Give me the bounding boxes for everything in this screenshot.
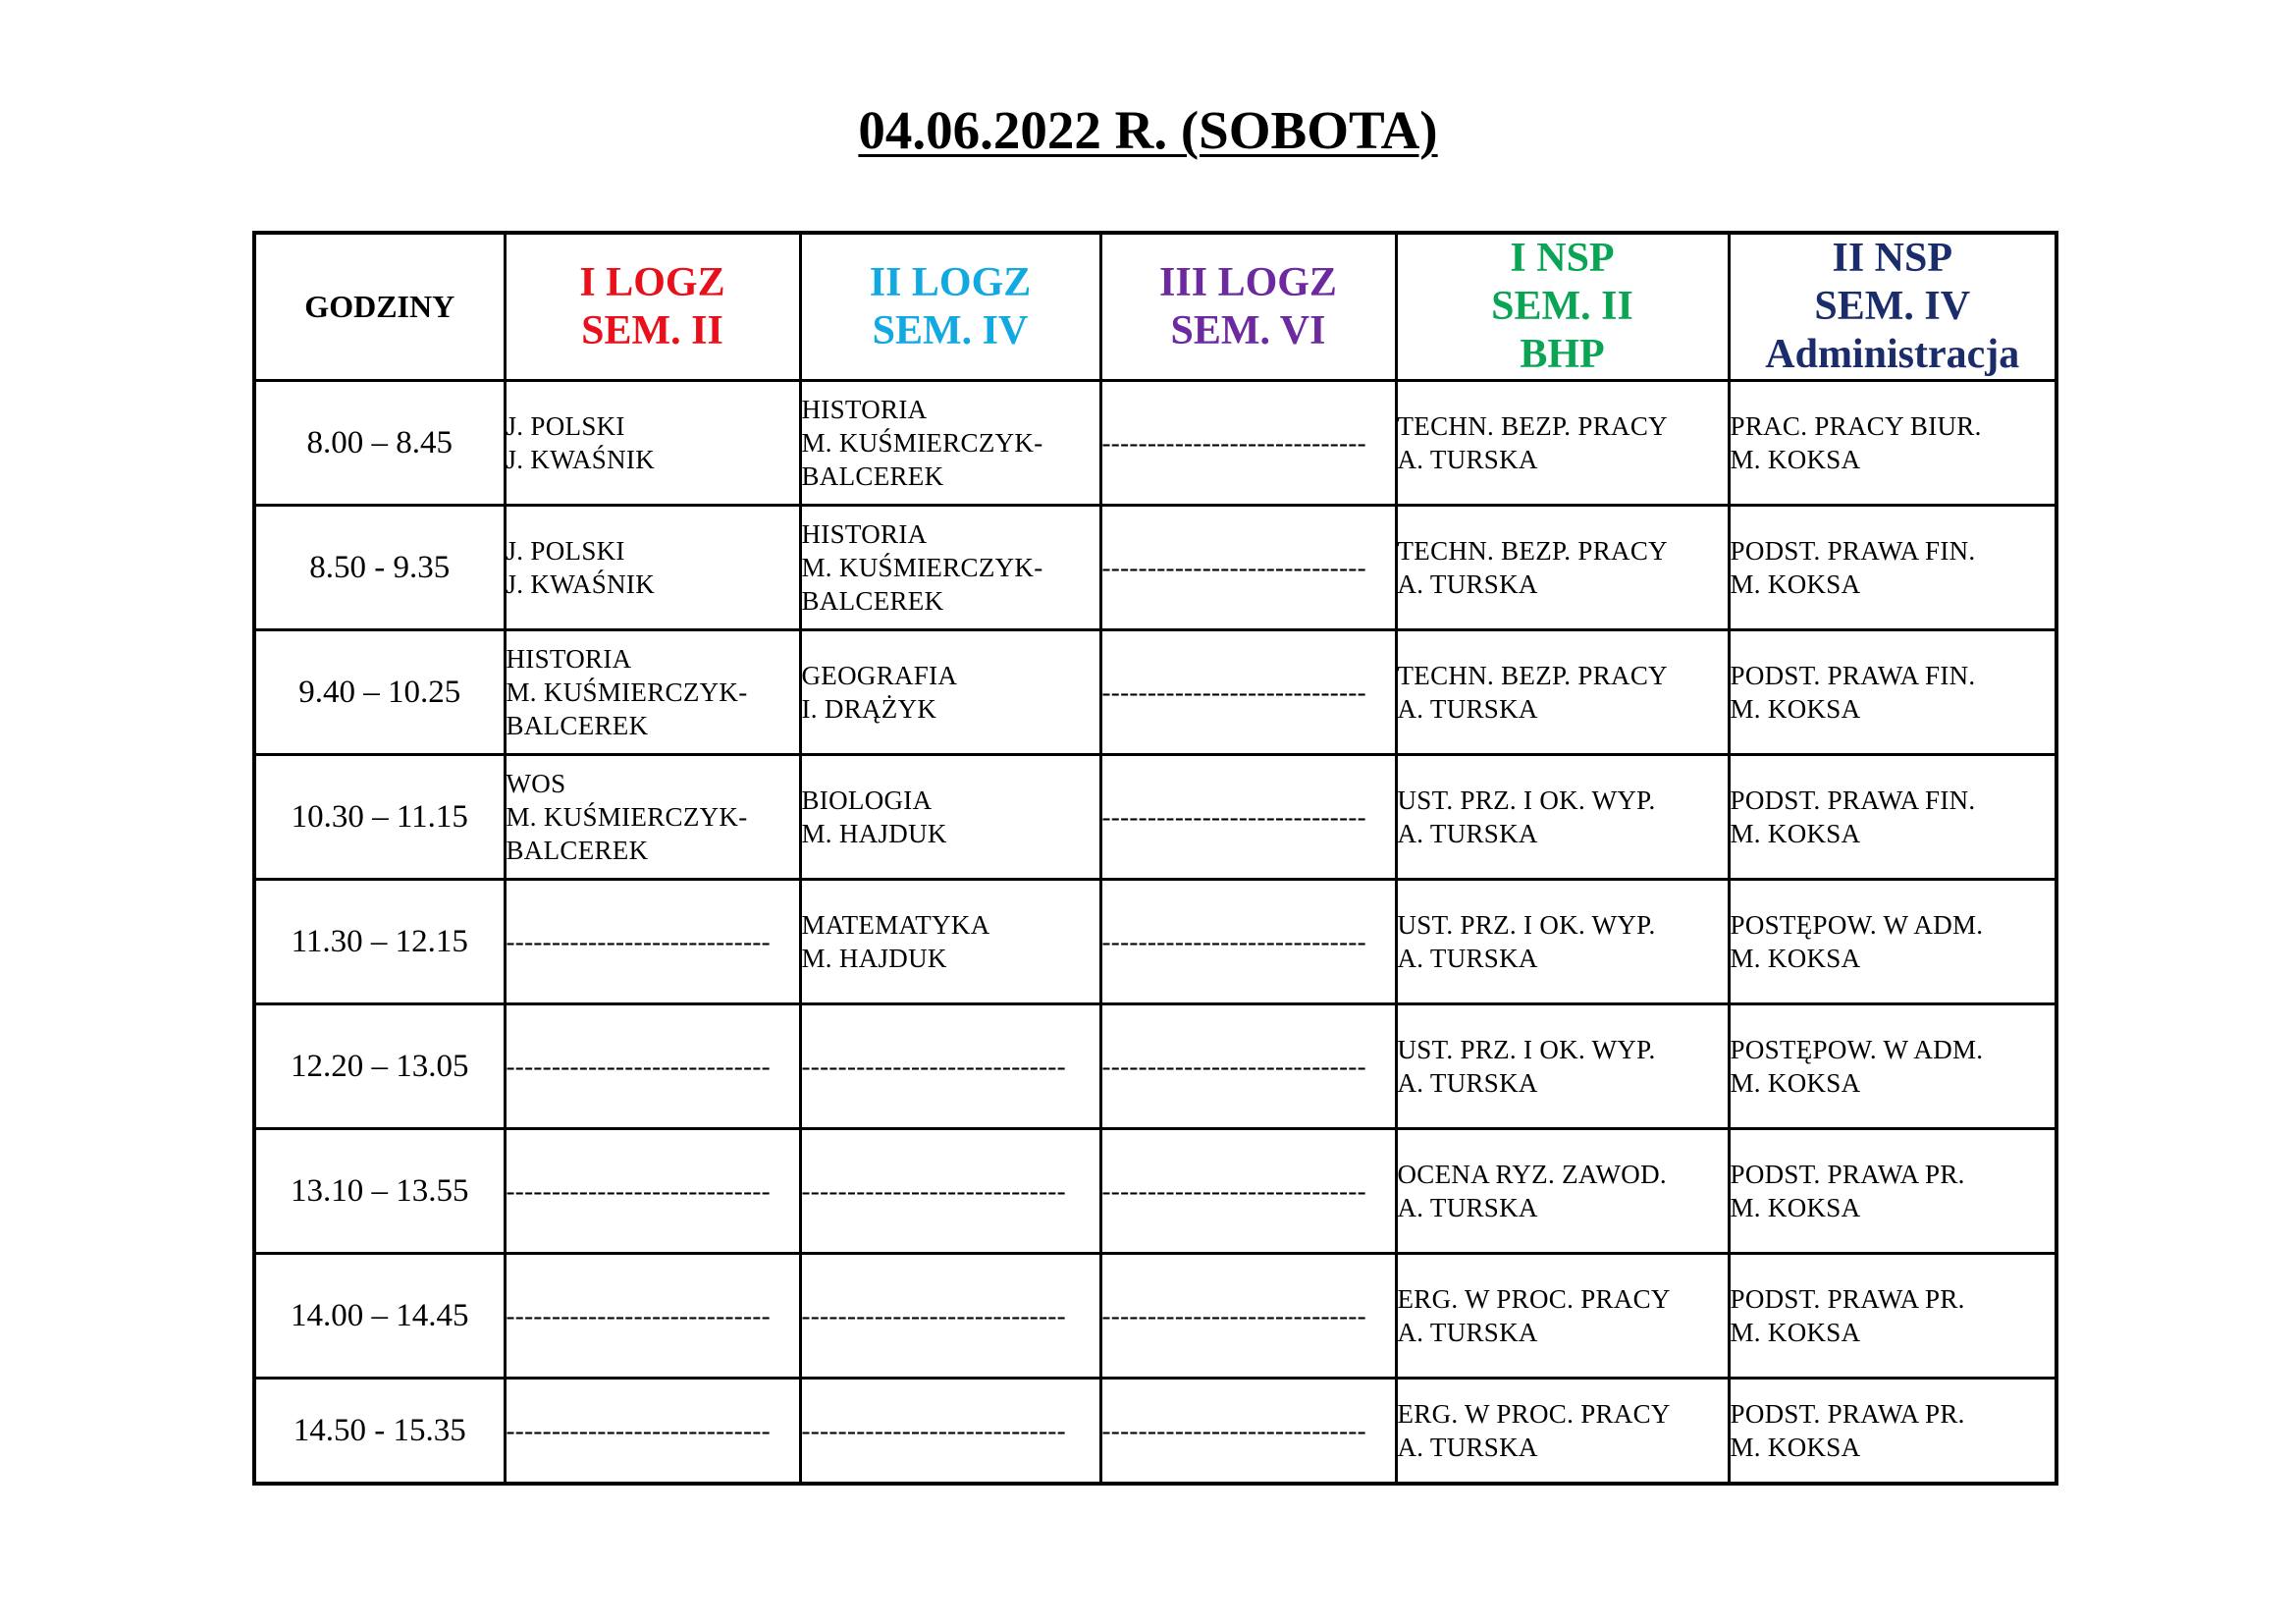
cell-line: ERG. W PROC. PRACY — [1397, 1399, 1671, 1429]
cell-line: HISTORIA — [801, 519, 928, 549]
cell-line: A. TURSKA — [1397, 445, 1538, 474]
schedule-cell — [1396, 1129, 1729, 1254]
group-header-iii-logz — [1100, 233, 1396, 381]
cell-line: MATEMATYKA — [801, 910, 990, 940]
schedule-cell — [505, 1254, 800, 1379]
cell-line: ----------------------------- — [801, 1176, 1066, 1206]
time-slot: 9.40 – 10.25 — [254, 630, 505, 755]
table-row — [254, 630, 2056, 755]
cell-line: PODST. PRAWA FIN. — [1730, 785, 1976, 815]
schedule-cell — [1100, 755, 1396, 880]
cell-line: BALCEREK — [506, 711, 649, 740]
schedule-cell — [800, 755, 1100, 880]
schedule-cell — [505, 1129, 800, 1254]
cell-line: PODST. PRAWA PR. — [1730, 1160, 1965, 1189]
group-header-i-logz — [505, 233, 800, 381]
cell-line: M. KOKSA — [1730, 819, 1861, 848]
cell-line: M. KOKSA — [1730, 1318, 1861, 1347]
cell-line: M. KUŚMIERCZYK- — [801, 428, 1043, 458]
table-row — [254, 506, 2056, 630]
cell-line: ----------------------------- — [1101, 927, 1366, 956]
group-header-line: Administracja — [1765, 332, 2020, 377]
group-header-line: SEM. IV — [872, 307, 1029, 353]
cell-line: A. TURSKA — [1397, 1068, 1538, 1098]
cell-line: M. KUŚMIERCZYK- — [506, 677, 748, 707]
table-row — [254, 755, 2056, 880]
schedule-body — [254, 381, 2056, 1485]
cell-line: M. KOKSA — [1730, 694, 1861, 724]
schedule-cell — [1396, 381, 1729, 506]
schedule-cell — [1100, 1254, 1396, 1379]
cell-line: ----------------------------- — [1101, 1301, 1366, 1330]
time-slot: 10.30 – 11.15 — [254, 755, 505, 880]
group-header-line: SEM. II — [581, 307, 723, 353]
group-header-ii-nsp — [1729, 233, 2056, 381]
group-header-ii-logz — [800, 233, 1100, 381]
group-header-line: SEM. IV — [1814, 284, 1971, 329]
time-slot: 11.30 – 12.15 — [254, 880, 505, 1004]
schedule-cell — [505, 755, 800, 880]
cell-line: ERG. W PROC. PRACY — [1397, 1284, 1671, 1314]
schedule-cell — [1100, 630, 1396, 755]
schedule-table — [252, 231, 2058, 1486]
cell-line: M. KOKSA — [1730, 445, 1861, 474]
cell-line: OCENA RYZ. ZAWOD. — [1397, 1160, 1667, 1189]
cell-line: A. TURSKA — [1397, 569, 1538, 599]
cell-line: M. KOKSA — [1730, 1433, 1861, 1462]
group-header-line: III LOGZ — [1159, 259, 1337, 305]
schedule-cell — [1396, 1379, 1729, 1485]
cell-line: ----------------------------- — [801, 1416, 1066, 1445]
schedule-cell — [505, 381, 800, 506]
table-row — [254, 1129, 2056, 1254]
schedule-cell — [800, 1004, 1100, 1129]
schedule-cell — [800, 1379, 1100, 1485]
cell-line: HISTORIA — [506, 644, 632, 674]
schedule-cell — [505, 880, 800, 1004]
cell-line: A. TURSKA — [1397, 944, 1538, 973]
schedule-cell — [1396, 506, 1729, 630]
group-header-line: II LOGZ — [869, 259, 1032, 305]
cell-line: A. TURSKA — [1397, 1193, 1538, 1222]
cell-line: ----------------------------- — [1101, 802, 1366, 832]
cell-line: A. TURSKA — [1397, 694, 1538, 724]
group-header-line: I NSP — [1510, 236, 1615, 281]
group-header-line: II NSP — [1832, 236, 1953, 281]
schedule-cell — [1100, 1004, 1396, 1129]
cell-line: PODST. PRAWA FIN. — [1730, 536, 1976, 566]
schedule-cell — [1396, 755, 1729, 880]
cell-line: ----------------------------- — [1101, 1176, 1366, 1206]
page-title: 04.06.2022 R. (SOBOTA) — [858, 100, 1438, 160]
cell-line: BALCEREK — [801, 586, 944, 616]
table-row — [254, 880, 2056, 1004]
schedule-cell — [1100, 1379, 1396, 1485]
cell-line: J. POLSKI — [506, 411, 625, 441]
cell-line: ----------------------------- — [506, 1301, 771, 1330]
cell-line: J. KWAŚNIK — [506, 569, 655, 599]
time-slot: 8.00 – 8.45 — [254, 381, 505, 506]
cell-line: J. POLSKI — [506, 536, 625, 566]
schedule-cell — [1729, 506, 2056, 630]
header-row — [254, 233, 2056, 381]
cell-line: A. TURSKA — [1397, 1433, 1538, 1462]
cell-line: UST. PRZ. I OK. WYP. — [1397, 1035, 1656, 1064]
cell-line: ----------------------------- — [1101, 677, 1366, 707]
cell-line: GEOGRAFIA — [801, 661, 958, 690]
cell-line: PRAC. PRACY BIUR. — [1730, 411, 1982, 441]
cell-line: PODST. PRAWA PR. — [1730, 1284, 1965, 1314]
cell-line: POSTĘPOW. W ADM. — [1730, 1035, 1984, 1064]
schedule-cell — [800, 880, 1100, 1004]
table-row — [254, 381, 2056, 506]
schedule-cell — [1396, 1004, 1729, 1129]
cell-line: M. KOKSA — [1730, 569, 1861, 599]
schedule-cell — [1729, 630, 2056, 755]
cell-line: ----------------------------- — [506, 927, 771, 956]
schedule-cell — [1396, 1254, 1729, 1379]
cell-line: PODST. PRAWA PR. — [1730, 1399, 1965, 1429]
schedule-cell — [1729, 880, 2056, 1004]
schedule-cell — [505, 630, 800, 755]
cell-line: M. KUŚMIERCZYK- — [506, 802, 748, 832]
schedule-cell — [1100, 381, 1396, 506]
schedule-cell — [1729, 1129, 2056, 1254]
group-header-line: I LOGZ — [579, 259, 725, 305]
schedule-cell — [800, 630, 1100, 755]
cell-line: BALCEREK — [801, 461, 944, 491]
cell-line: ----------------------------- — [801, 1301, 1066, 1330]
cell-line: M. HAJDUK — [801, 944, 947, 973]
schedule-cell — [800, 381, 1100, 506]
cell-line: UST. PRZ. I OK. WYP. — [1397, 910, 1656, 940]
schedule-cell — [1729, 1004, 2056, 1129]
schedule-cell — [505, 1379, 800, 1485]
schedule-cell — [1396, 880, 1729, 1004]
cell-line: HISTORIA — [801, 395, 928, 424]
schedule-cell — [1100, 880, 1396, 1004]
cell-line: TECHN. BEZP. PRACY — [1397, 661, 1668, 690]
group-header-line: SEM. II — [1491, 284, 1633, 329]
cell-line: A. TURSKA — [1397, 819, 1538, 848]
time-slot: 13.10 – 13.55 — [254, 1129, 505, 1254]
cell-line: ----------------------------- — [1101, 1416, 1366, 1445]
schedule-cell — [1729, 1379, 2056, 1485]
cell-line: PODST. PRAWA FIN. — [1730, 661, 1976, 690]
hours-column-header: GODZINY — [254, 233, 505, 381]
cell-line: I. DRĄŻYK — [801, 694, 937, 724]
time-slot: 12.20 – 13.05 — [254, 1004, 505, 1129]
cell-line: J. KWAŚNIK — [506, 445, 655, 474]
cell-line: M. KUŚMIERCZYK- — [801, 553, 1043, 582]
schedule-cell — [1729, 1254, 2056, 1379]
schedule-cell — [800, 1254, 1100, 1379]
group-header-line: BHP — [1520, 332, 1605, 377]
table-row — [254, 1254, 2056, 1379]
schedule-cell — [505, 506, 800, 630]
cell-line: A. TURSKA — [1397, 1318, 1538, 1347]
schedule-cell — [800, 1129, 1100, 1254]
schedule-cell — [1100, 506, 1396, 630]
group-header-line: SEM. VI — [1170, 307, 1326, 353]
cell-line: ----------------------------- — [1101, 553, 1366, 582]
schedule-cell — [1729, 755, 2056, 880]
cell-line: M. KOKSA — [1730, 944, 1861, 973]
schedule-cell — [800, 506, 1100, 630]
cell-line: M. HAJDUK — [801, 819, 947, 848]
cell-line: WOS — [506, 769, 566, 798]
cell-line: TECHN. BEZP. PRACY — [1397, 411, 1668, 441]
cell-line: ----------------------------- — [1101, 428, 1366, 458]
time-slot: 14.50 - 15.35 — [254, 1379, 505, 1485]
cell-line: UST. PRZ. I OK. WYP. — [1397, 785, 1656, 815]
cell-line: ----------------------------- — [1101, 1052, 1366, 1081]
cell-line: M. KOKSA — [1730, 1068, 1861, 1098]
schedule-cell — [1100, 1129, 1396, 1254]
cell-line: M. KOKSA — [1730, 1193, 1861, 1222]
cell-line: ----------------------------- — [506, 1416, 771, 1445]
cell-line: TECHN. BEZP. PRACY — [1397, 536, 1668, 566]
cell-line: POSTĘPOW. W ADM. — [1730, 910, 1984, 940]
time-slot: 14.00 – 14.45 — [254, 1254, 505, 1379]
table-row — [254, 1004, 2056, 1129]
cell-line: BALCEREK — [506, 836, 649, 865]
schedule-cell — [505, 1004, 800, 1129]
cell-line: ----------------------------- — [506, 1176, 771, 1206]
time-slot: 8.50 - 9.35 — [254, 506, 505, 630]
table-row — [254, 1379, 2056, 1485]
group-header-i-nsp — [1396, 233, 1729, 381]
cell-line: ----------------------------- — [506, 1052, 771, 1081]
schedule-cell — [1729, 381, 2056, 506]
cell-line: BIOLOGIA — [801, 785, 933, 815]
schedule-cell — [1396, 630, 1729, 755]
cell-line: ----------------------------- — [801, 1052, 1066, 1081]
